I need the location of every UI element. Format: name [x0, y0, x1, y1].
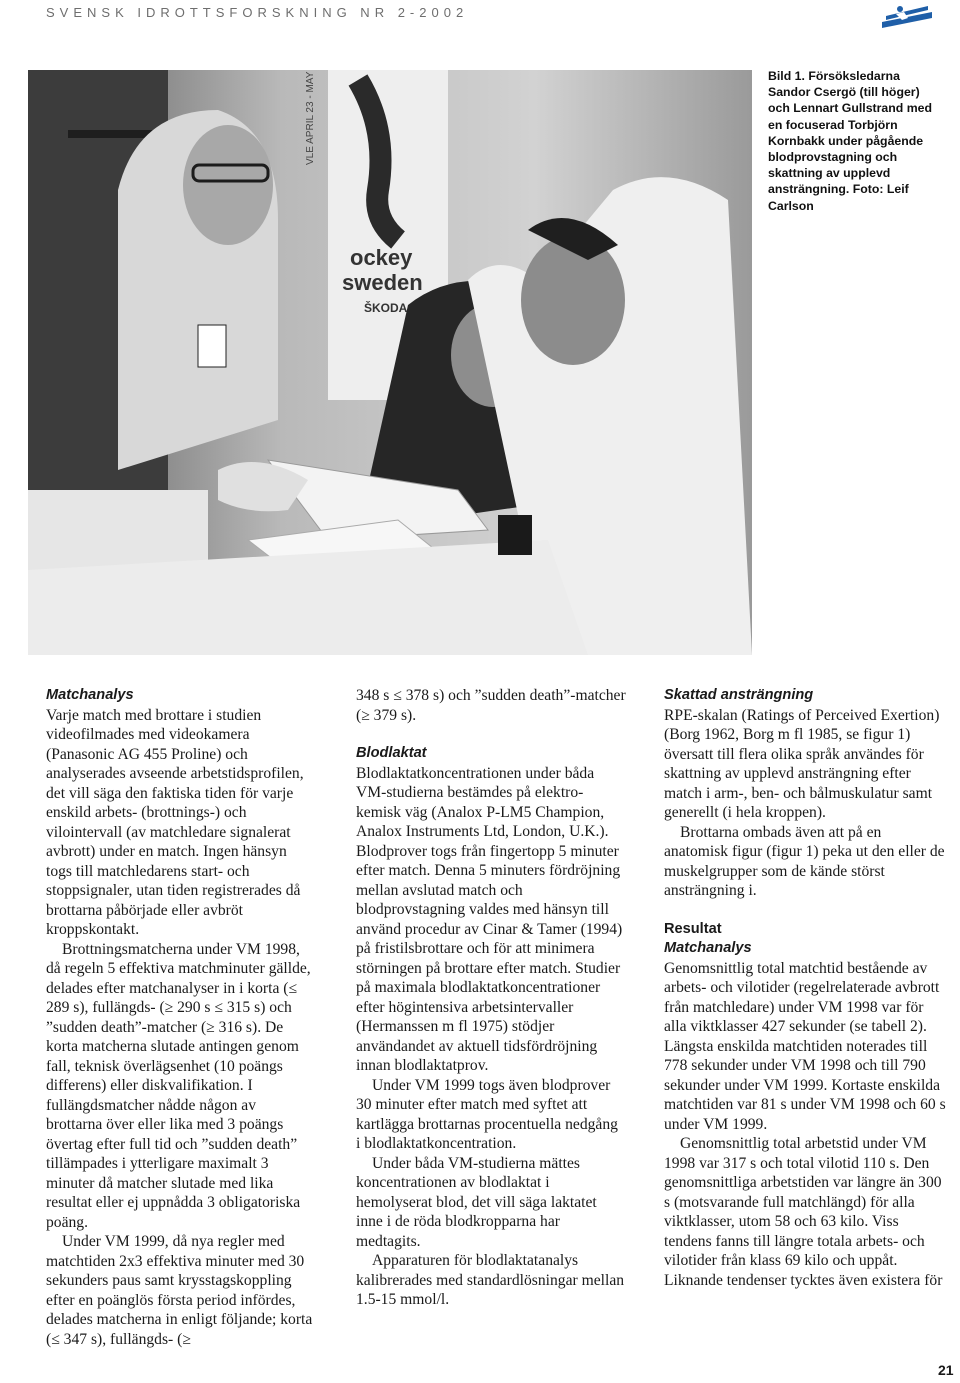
page-number: 21 — [938, 1362, 954, 1378]
paragraph: 348 s ≤ 378 s) och ”sudden death”-matcher (≥ 379 s). — [356, 687, 626, 724]
section-heading-skattad: Skattad ansträngning — [664, 687, 814, 703]
photo-caption — [768, 68, 938, 214]
poster-text-dates: VLE APRIL 23 - MAY — [305, 71, 316, 165]
section-heading-resultat: Resultat — [664, 920, 722, 937]
section-heading-blodlaktat: Blodlaktat — [356, 745, 427, 761]
paragraph: Blodlaktatkoncentrationen under båda VM-studierna bestämdes på elektro-kemisk väg (Analox P-LM5 Champion, Analox Instruments Ltd, London, U.K.). Blodprover togs från fingertopp 5 minuter efter match. Denna 5 minuters fördröjning mellan avslutad match och blodprovstagning valdes med hänsyn till använd procedur av Cinar & Tamer (1994) på fristilsbrottare och för att minimera störningen på brottare efter match. Studier på maximala blodlaktatkoncentrationer efter högintensiva arbetsintervaller (Hermanssen m fl 1975) stödjer användandet av aktuell tidsfördröjning innan blodlaktatprov. — [356, 764, 623, 1074]
journal-title: SVENSK IDROTTSFORSKNING NR 2-2002 — [46, 5, 469, 20]
section-heading-matchanalys: Matchanalys — [46, 687, 134, 703]
paragraph: Under båda VM-studierna mättes koncentrationen av blodlaktat i hemolyserat blod, det vill säga laktatet inne i de röda blodkropparna har medtagits. — [356, 1154, 597, 1250]
caption-text: Försöksledarna Sandor Csergö (till höger) och Lennart Gullstrand med en focuserad Torbjörn Kornbakk under pågående blodprovstagning och skattning av upplevd ansträngning. Foto: Leif Carlson — [768, 69, 932, 213]
paragraph: Brottarna ombads även att på en anatomisk figur (figur 1) peka ut den eller de muskelgrupper som de kände störst ansträngning i. — [664, 823, 945, 899]
paragraph: Varje match med brottare i studien videofilmades med videokamera (Panasonic AG 455 Proline) och analyserades avseende arbetstidsprofilen, det vill säga den faktiska tiden för varje enskild arbets- (brottnings-) och vilointervall (av matchledare signalerat avbrott) under en match. Ingen hänsyn togs till matchledarens start- och stoppsignaler, utan tiden registrerades då brottarna påbörjade eller avbröt kroppskontakt. — [46, 706, 304, 938]
text-column-1 — [46, 686, 316, 1349]
subsection-heading-matchanalys: Matchanalys — [664, 940, 752, 956]
paragraph: Apparaturen för blodlaktatanalys kalibrerades med standardlösningar mellan 1.5-15 mmol/l. — [356, 1252, 625, 1308]
photo-blood-sampling — [28, 70, 752, 655]
caption-label: Bild 1. — [768, 69, 805, 83]
paragraph: RPE-skalan (Ratings of Perceived Exertion) (Borg 1962, Borg m fl 1985, se figur 1) översatt till flera olika språk användes för skattning av upplevd ansträngning efter match i arm-, ben- och bålmuskulatur samt generellt (i hela kroppen). — [664, 706, 940, 821]
paragraph: Genomsnittlig total matchtid bestående av arbets- och vilotider (regelrelaterade avbrott från matchledare) under VM 1998 var för alla viktklasser 427 sekunder (se tabell 2). Längsta enskilda matchtiden noterades till 778 sekunder under VM 1998 och till 790 sekunder under VM 1999. Kortaste enskilda matchtiden var 81 s under VM 1998 och 60 s under VM 1999. — [664, 959, 946, 1133]
text-column-2 — [356, 686, 626, 1310]
page-header — [46, 0, 936, 36]
paragraph: Under VM 1999, då nya regler med matchtiden 2x3 effektiva minuter med 30 sekunders paus samt krysstagskoppling efter en poänglös första period infördes, delades matcherna in enligt följande; korta (≤ 347 s), fullängds- (≥ — [46, 1233, 313, 1348]
poster-text-sponsor: ŠKODA — [364, 301, 408, 315]
text-column-3 — [664, 686, 948, 1290]
paragraph: Genomsnittlig total arbetstid under VM 1998 var 317 s och total vilotid 110 s. Den genomsnittliga arbetstiden var längre än 300 s (motsvarande full matchlängd) för alla viktklasser, utom 58 och 63 kilo. Viss tendens fanns till längre totala arbets- och vilotider från klass 69 kilo och uppåt. Liknande tendenser tycktes även existera för — [664, 1135, 943, 1289]
paragraph: Brottningsmatcherna under VM 1998, då regeln 5 effektiva matchminuter gällde, delades efter matchanalyser in i korta (≤ 289 s), fullängds- (≥ 290 s ≤ 315 s) och ”sudden death”-matcher (≥ 316 s). De korta matcherna slutade antingen genom fall, teknisk överlägsenhet (10 poängs differens) eller diskvalifikation. I fullängdsmatcher nådde någon av brottarna över eller lika med 3 poängs övertag efter full tid och ”sudden death” tillämpades i ytterligare maximalt 3 minuter då matcher slutade med lika resultat eller ej uppnådda 3 obligatoriska poäng. — [46, 940, 311, 1231]
paragraph: Under VM 1999 togs även blodprover 30 minuter efter match med syftet att kartlägga brottarnas procentuella nedgång i blodlaktatkoncentration. — [356, 1076, 618, 1152]
poster-text-hockey: ockey — [350, 245, 413, 270]
journal-logo-icon — [878, 2, 936, 32]
poster-text-sweden: sweden — [342, 270, 423, 295]
